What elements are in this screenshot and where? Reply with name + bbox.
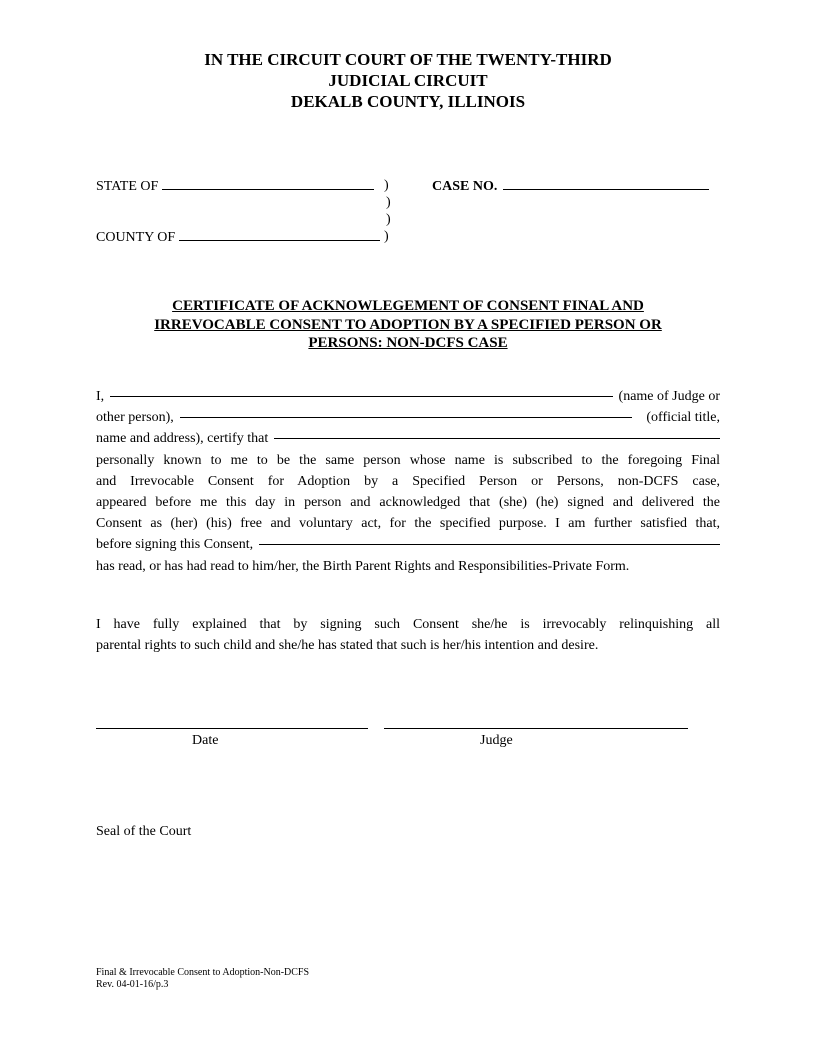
paragraph-line: parental rights to such child and she/he has stated that such is her/his intention and desire. [96, 638, 599, 654]
date-label: Date [192, 733, 219, 748]
paragraph-line [96, 407, 720, 428]
state-of-line [96, 177, 374, 195]
explanation-paragraph [96, 614, 720, 656]
footer-form-title: Final & Irrevocable Consent to Adoption-Non-DCFS [96, 967, 310, 978]
court-header [0, 49, 816, 112]
paragraph-line: and Irrevocable Consent for Adoption by a Specified Person or Persons, non-DCFS case, [96, 473, 720, 489]
line-text: before signing this Consent, [96, 537, 254, 553]
court-header-line-3: DEKALB COUNTY, ILLINOIS [290, 92, 526, 111]
paragraph-line: personally known to me to be the same person whose name is subscribed to the foregoing Final [96, 452, 720, 468]
caption-paren: ) [384, 178, 389, 193]
paragraph-line [96, 386, 720, 407]
judge-label: Judge [480, 733, 513, 748]
certified-person-blank[interactable] [274, 438, 720, 439]
caption-paren: ) [386, 212, 391, 227]
title-line-1: CERTIFICATE OF ACKNOWLEGEMENT OF CONSENT FINAL AND [172, 298, 644, 314]
certification-paragraph [96, 386, 720, 577]
paragraph-line: Consent as (her) (his) free and voluntary act, for the specified purpose. I am further satisfied that, [96, 516, 720, 532]
line-text: other person), [96, 410, 174, 426]
paragraph-line [96, 534, 720, 555]
caption-paren: ) [386, 195, 391, 210]
title-line-3: PERSONS: NON-DCFS CASE [308, 335, 508, 351]
county-of-label: COUNTY OF [96, 230, 176, 245]
signer-name-blank[interactable] [259, 544, 720, 545]
judge-name-blank[interactable] [110, 396, 612, 397]
case-number-blank[interactable] [503, 177, 709, 190]
title-line-2: IRREVOCABLE CONSENT TO ADOPTION BY A SPECIFIED PERSON OR [154, 316, 662, 333]
judge-signature-line[interactable] [384, 728, 688, 729]
court-header-line-2: JUDICIAL CIRCUIT [328, 71, 488, 90]
caption-paren: ) [384, 229, 389, 244]
line-text: (name of Judge or [618, 389, 720, 404]
case-number-label: CASE NO. [432, 179, 498, 194]
document-title [120, 297, 696, 353]
paragraph-line: appeared before me this day in person and acknowledged that (she) (he) signed and delivered the [96, 494, 720, 510]
seal-of-court-label: Seal of the Court [96, 824, 192, 839]
state-of-blank[interactable] [162, 177, 374, 190]
paragraph-line: I have fully explained that by signing such Consent she/he is irrevocably relinquishing all [96, 617, 720, 632]
line-text: (official title, [646, 410, 720, 426]
page-footer [96, 967, 309, 991]
footer-revision: Rev. 04-01-16/p.3 [96, 979, 169, 990]
paragraph-line: has read, or has had read to him/her, the Birth Parent Rights and Responsibilities-Private Form. [96, 558, 630, 574]
line-text: I, [96, 389, 105, 404]
county-of-line [96, 228, 380, 246]
county-of-blank[interactable] [179, 228, 380, 241]
date-signature-line[interactable] [96, 728, 368, 729]
court-header-line-1: IN THE CIRCUIT COURT OF THE TWENTY-THIRD [204, 50, 612, 69]
official-title-blank[interactable] [180, 417, 633, 418]
case-number-line [432, 177, 709, 195]
state-of-label: STATE OF [96, 179, 159, 194]
paragraph-line [96, 428, 720, 449]
line-text: name and address), certify that [96, 431, 269, 447]
